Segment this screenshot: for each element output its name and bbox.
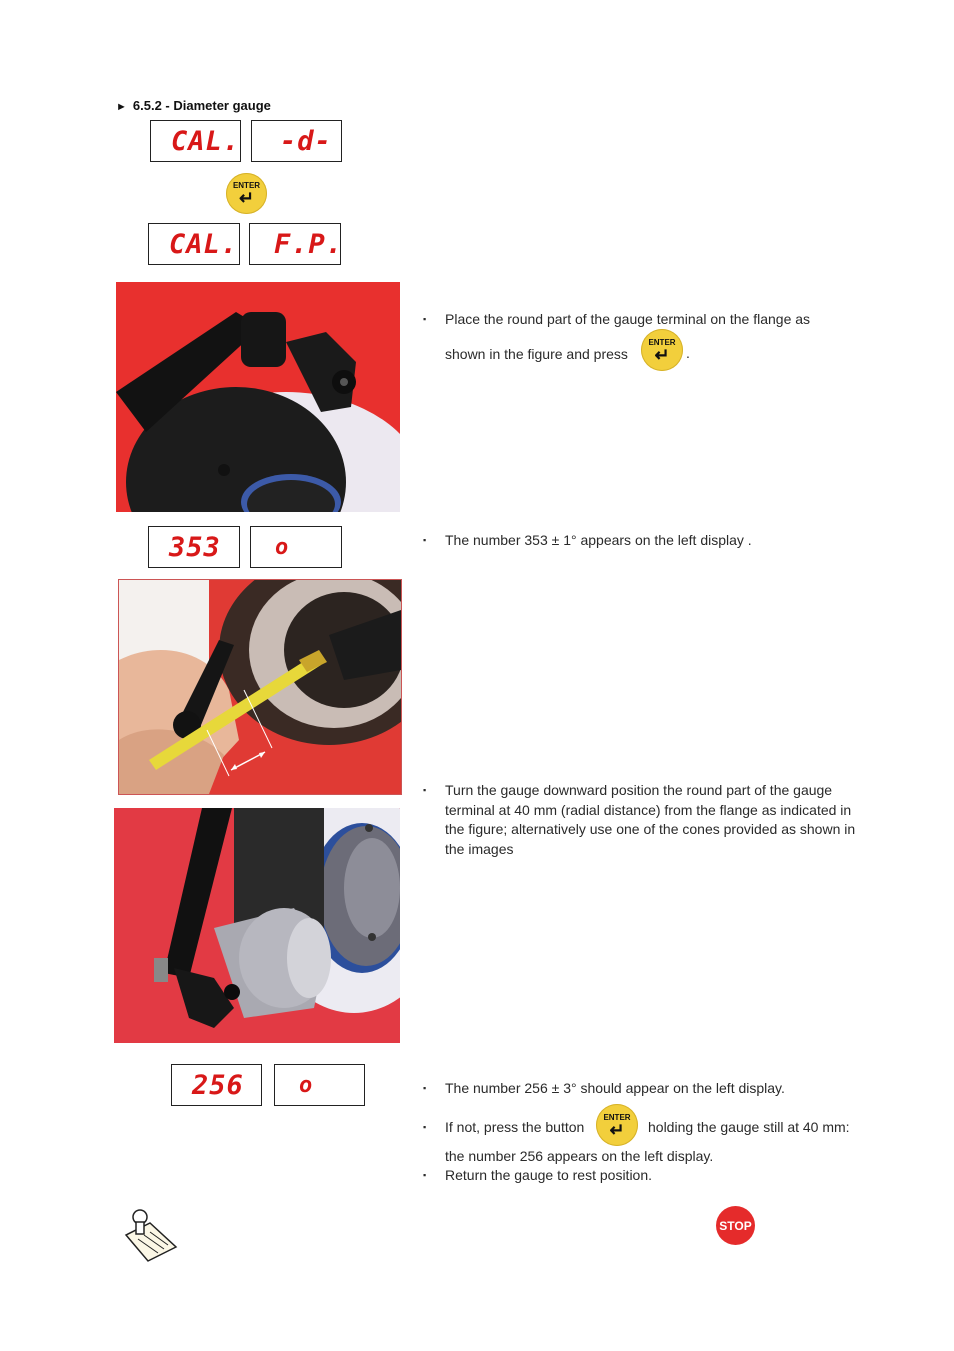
instruction-step-1-line2: shown in the figure and press — [445, 346, 628, 362]
instruction-step-5: ▪ If not, press the button — [423, 1119, 585, 1135]
enter-label: ENTER — [232, 181, 261, 190]
stop-icon: STOP — [716, 1206, 755, 1245]
photo-gauge-with-cone — [114, 808, 400, 1043]
instruction-step-5-cont: holding the gauge still at 40 mm: — [648, 1119, 850, 1135]
note-icon — [120, 1205, 180, 1263]
right-display-o: o — [250, 526, 342, 568]
left-display-cal: CAL. — [150, 120, 241, 162]
enter-button-icon-inline[interactable]: ENTER ↵ — [641, 329, 683, 371]
section-heading — [116, 98, 271, 113]
instruction-step-2: ▪ The number 353 ± 1° appears on the left display . — [423, 532, 752, 548]
left-display-353: 353 — [148, 526, 240, 568]
instruction-step-6: ▪ Return the gauge to rest position. — [423, 1167, 653, 1183]
right-display-d: -d- — [251, 120, 342, 162]
photo-gauge-on-flange — [116, 282, 400, 512]
left-display-cal-2: CAL. — [148, 223, 240, 265]
step1-period: . — [686, 345, 690, 361]
enter-button-icon[interactable] — [226, 173, 267, 214]
instruction-step-3: ▪ Turn the gauge downward position the round part of the gauge terminal at 40 mm (radial distance) from the flange as indicated in the figure; alternatively use one of the cones provided as shown in the images — [423, 782, 856, 857]
left-display-256: 256 — [171, 1064, 262, 1106]
enter-button-icon-step5[interactable]: ENTER ↵ — [596, 1104, 638, 1146]
return-arrow-icon: ↵ — [238, 188, 255, 208]
section-title: 6.5.2 - Diameter gauge — [132, 98, 271, 113]
right-display-o-2: o — [274, 1064, 365, 1106]
right-display-fp: F.P. — [249, 223, 341, 265]
instruction-step-4: ▪ The number 256 ± 3° should appear on the left display. — [423, 1080, 785, 1096]
section-marker: ► — [116, 101, 127, 113]
instruction-step-5-line2: the number 256 appears on the left display. — [445, 1148, 714, 1164]
photo-measuring-ruler — [118, 579, 402, 795]
instruction-step-1: ▪ Place the round part of the gauge terminal on the flange as — [423, 311, 811, 327]
